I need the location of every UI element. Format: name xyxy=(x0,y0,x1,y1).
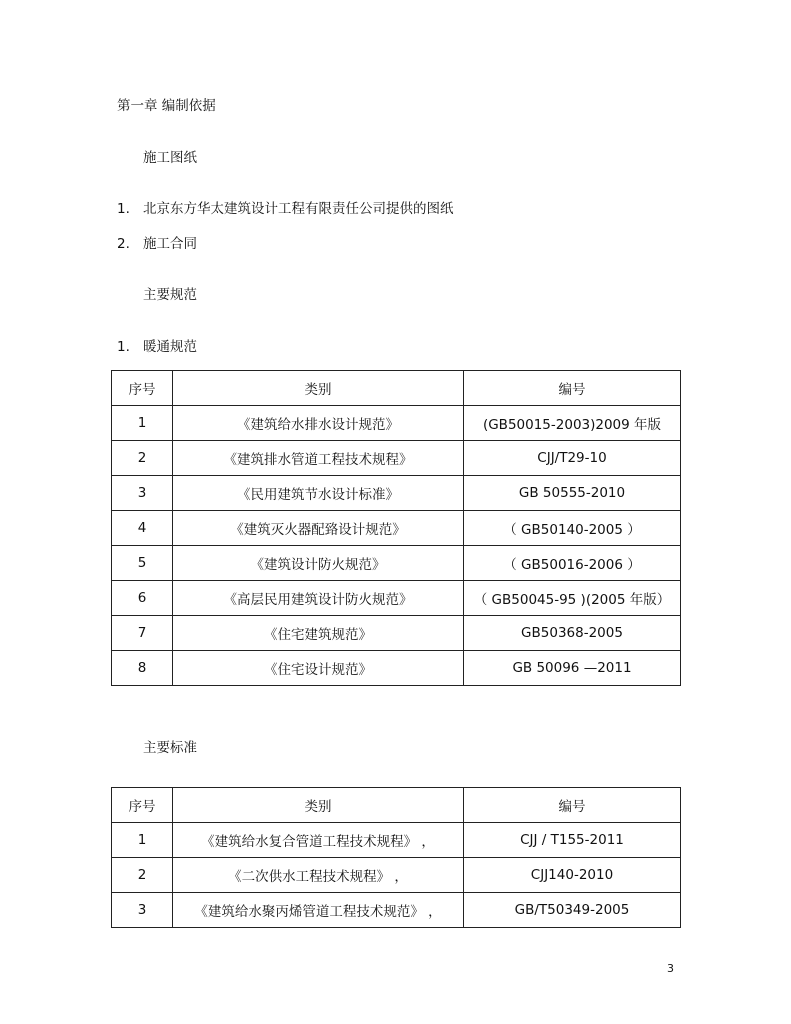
standards-table xyxy=(111,787,681,928)
cell-index: 1 xyxy=(112,823,173,858)
cell-code: （ GB50016-2006 ） xyxy=(464,546,681,581)
cell-category: 《二次供水工程技术规程》 ， xyxy=(173,858,464,893)
header-index: 序号 xyxy=(112,371,173,406)
list-item-number: 1. xyxy=(117,201,130,217)
table-row xyxy=(112,476,681,511)
cell-code: GB50368-2005 xyxy=(464,616,681,651)
header-category: 类别 xyxy=(173,371,464,406)
cell-category: 《住宅建筑规范》 xyxy=(173,616,464,651)
table-row xyxy=(112,581,681,616)
table-row xyxy=(112,406,681,441)
cell-index: 2 xyxy=(112,441,173,476)
cell-index: 5 xyxy=(112,546,173,581)
cell-category: 《住宅设计规范》 xyxy=(173,651,464,686)
cell-category: 《民用建筑节水设计标准》 xyxy=(173,476,464,511)
cell-index: 3 xyxy=(112,476,173,511)
cell-code: CJJ/T29-10 xyxy=(464,441,681,476)
cell-code: （ GB50045-95 )(2005 年版） xyxy=(464,581,681,616)
section-heading-standards: 主要标准 xyxy=(143,740,197,756)
cell-index: 2 xyxy=(112,858,173,893)
cell-index: 4 xyxy=(112,511,173,546)
chapter-title: 第一章 编制依据 xyxy=(117,98,216,114)
section-heading-drawings: 施工图纸 xyxy=(143,150,197,166)
header-category: 类别 xyxy=(173,788,464,823)
section-heading-codes: 主要规范 xyxy=(143,287,197,303)
cell-category: 《建筑灭火器配臵设计规范》 xyxy=(173,511,464,546)
cell-category: 《建筑给水排水设计规范》 xyxy=(173,406,464,441)
cell-index: 6 xyxy=(112,581,173,616)
cell-index: 7 xyxy=(112,616,173,651)
cell-index: 8 xyxy=(112,651,173,686)
cell-category: 《高层民用建筑设计防火规范》 xyxy=(173,581,464,616)
header-code: 编号 xyxy=(464,371,681,406)
cell-code: GB 50555-2010 xyxy=(464,476,681,511)
table-header-row xyxy=(112,788,681,823)
table-row xyxy=(112,651,681,686)
cell-category: 《建筑排水管道工程技术规程》 xyxy=(173,441,464,476)
table-row xyxy=(112,823,681,858)
cell-code: CJJ / T155-2011 xyxy=(464,823,681,858)
cell-code: CJJ140-2010 xyxy=(464,858,681,893)
list-item-text: 北京东方华太建筑设计工程有限责任公司提供的图纸 xyxy=(143,201,454,217)
cell-category: 《建筑给水聚丙烯管道工程技术规范》 ， xyxy=(173,893,464,928)
list-item-number: 2. xyxy=(117,236,130,252)
cell-category: 《建筑给水复合管道工程技术规程》 ， xyxy=(173,823,464,858)
codes-table xyxy=(111,370,681,686)
cell-code: （ GB50140-2005 ） xyxy=(464,511,681,546)
sub-heading-hvac: 暖通规范 xyxy=(143,339,197,355)
sub-heading-number: 1. xyxy=(117,339,130,355)
cell-code: GB/T50349-2005 xyxy=(464,893,681,928)
header-index: 序号 xyxy=(112,788,173,823)
cell-index: 3 xyxy=(112,893,173,928)
header-code: 编号 xyxy=(464,788,681,823)
table-header-row xyxy=(112,371,681,406)
table-row xyxy=(112,546,681,581)
table-row xyxy=(112,511,681,546)
table-row xyxy=(112,893,681,928)
cell-index: 1 xyxy=(112,406,173,441)
cell-code: GB 50096 —2011 xyxy=(464,651,681,686)
cell-code: (GB50015-2003)2009 年版 xyxy=(464,406,681,441)
table-row xyxy=(112,441,681,476)
table-row xyxy=(112,616,681,651)
cell-category: 《建筑设计防火规范》 xyxy=(173,546,464,581)
list-item-text: 施工合同 xyxy=(143,236,197,252)
page-number: 3 xyxy=(667,962,674,975)
table-row xyxy=(112,858,681,893)
